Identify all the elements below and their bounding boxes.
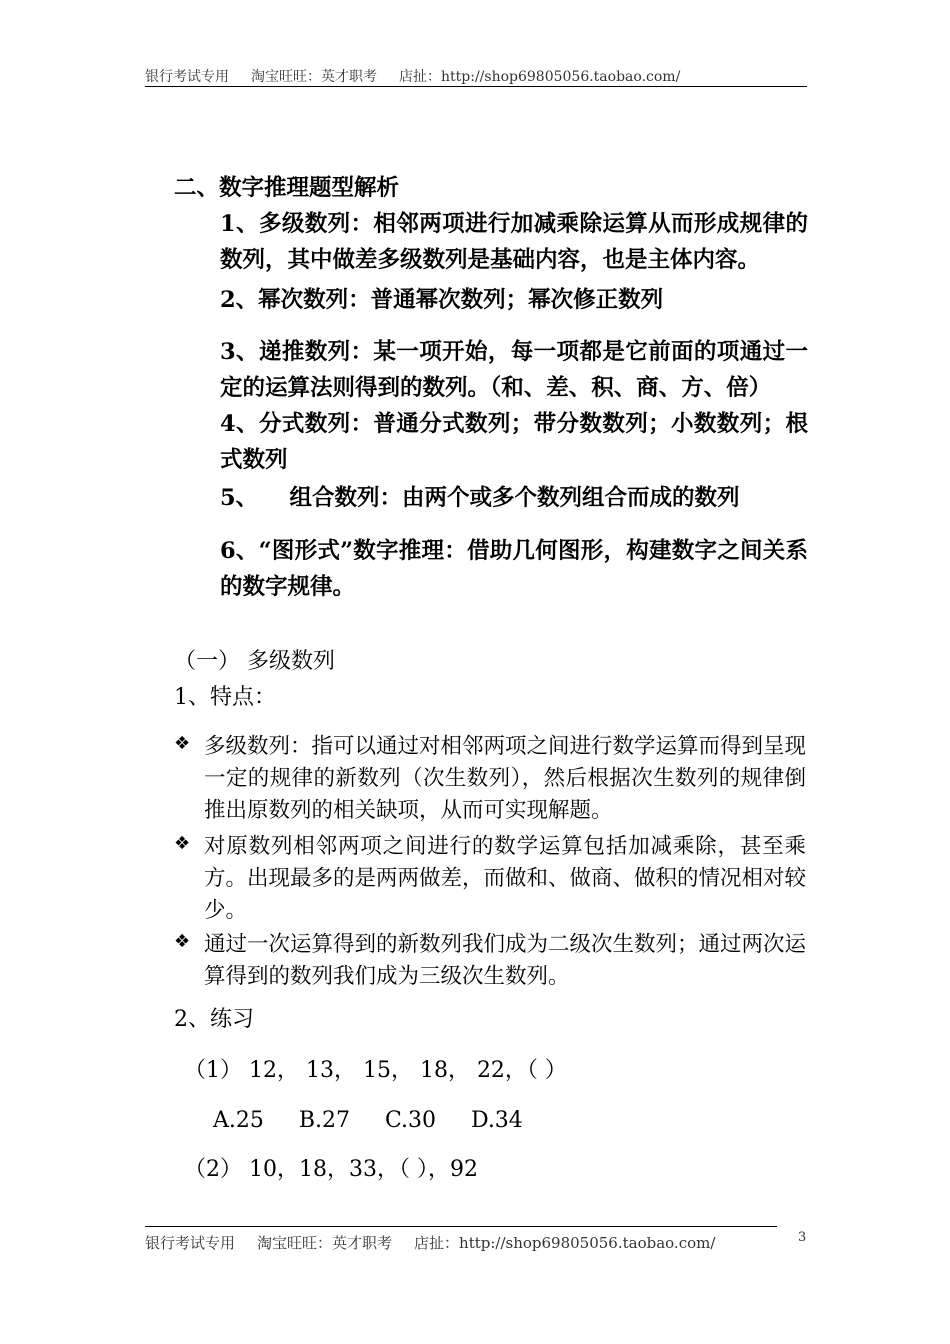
footer-bank: 银行考试专用 [145,1234,236,1252]
type-1: 1、多级数列：相邻两项进行加减乘除运算从而形成规律的数列，其中做差多级数列是基础内容，也是主体内容。 [220,211,808,273]
type-6: 6、“图形式”数字推理：借助几何图形，构建数字之间关系的数字规律。 [220,538,808,600]
diamond-bullet-icon: ❖ [174,931,191,952]
features-label: 1、特点： [174,685,276,710]
question-2: （2） 10，18，33，（ ），92 [184,1157,478,1182]
header-rule [145,86,807,87]
type-2: 2、幂次数列：普通幂次数列；幂次修正数列 [220,287,664,313]
footer-rule [145,1226,777,1227]
type-5: 5、 组合数列：由两个或多个数列组合而成的数列 [220,485,740,511]
header-shop: 淘宝旺旺：英才职考 [251,69,377,85]
footer-shop: 淘宝旺旺：英才职考 [257,1234,393,1252]
type-4: 4、分式数列：普通分式数列；带分数数列；小数数列；根式数列 [220,411,808,473]
section-title: 二、数字推理题型解析 [174,175,400,201]
page-header [145,66,805,86]
subsection-title: （一） 多级数列 [174,649,335,674]
question-1: （1） 12， 13， 15， 18， 22，（ ） [184,1058,567,1083]
bullet-3: ❖ 通过一次运算得到的新数列我们成为二级次生数列；通过两次运算得到的数列我们成为三级次生数列。 [174,931,807,989]
bullet-1: ❖ 多级数列：指可以通过对相邻两项之间进行数学运算而得到呈现一定的规律的新数列（次生数列），然后根据次生数列的规律倒推出原数列的相关缺项，从而可实现解题。 [174,733,807,823]
type-3: 3、递推数列：某一项开始，每一项都是它前面的项通过一定的运算法则得到的数列。（和、差、积、商、方、倍） [220,339,808,401]
header-url: 店扯：http://shop69805056.taobao.com/ [399,69,681,85]
page-footer [145,1232,715,1253]
footer-url: 店扯：http://shop69805056.taobao.com/ [414,1234,716,1252]
question-1-options: A.25 B.27 C.30 D.34 [213,1108,523,1133]
practice-label: 2、练习 [174,1007,254,1032]
page-number: 3 [798,1230,807,1245]
header-bank: 银行考试专用 [145,69,229,85]
diamond-bullet-icon: ❖ [174,833,191,854]
bullet-2: ❖ 对原数列相邻两项之间进行的数学运算包括加减乘除，甚至乘方。出现最多的是两两做差，而做和、做商、做积的情况相对较少。 [174,833,807,923]
diamond-bullet-icon: ❖ [174,733,191,754]
